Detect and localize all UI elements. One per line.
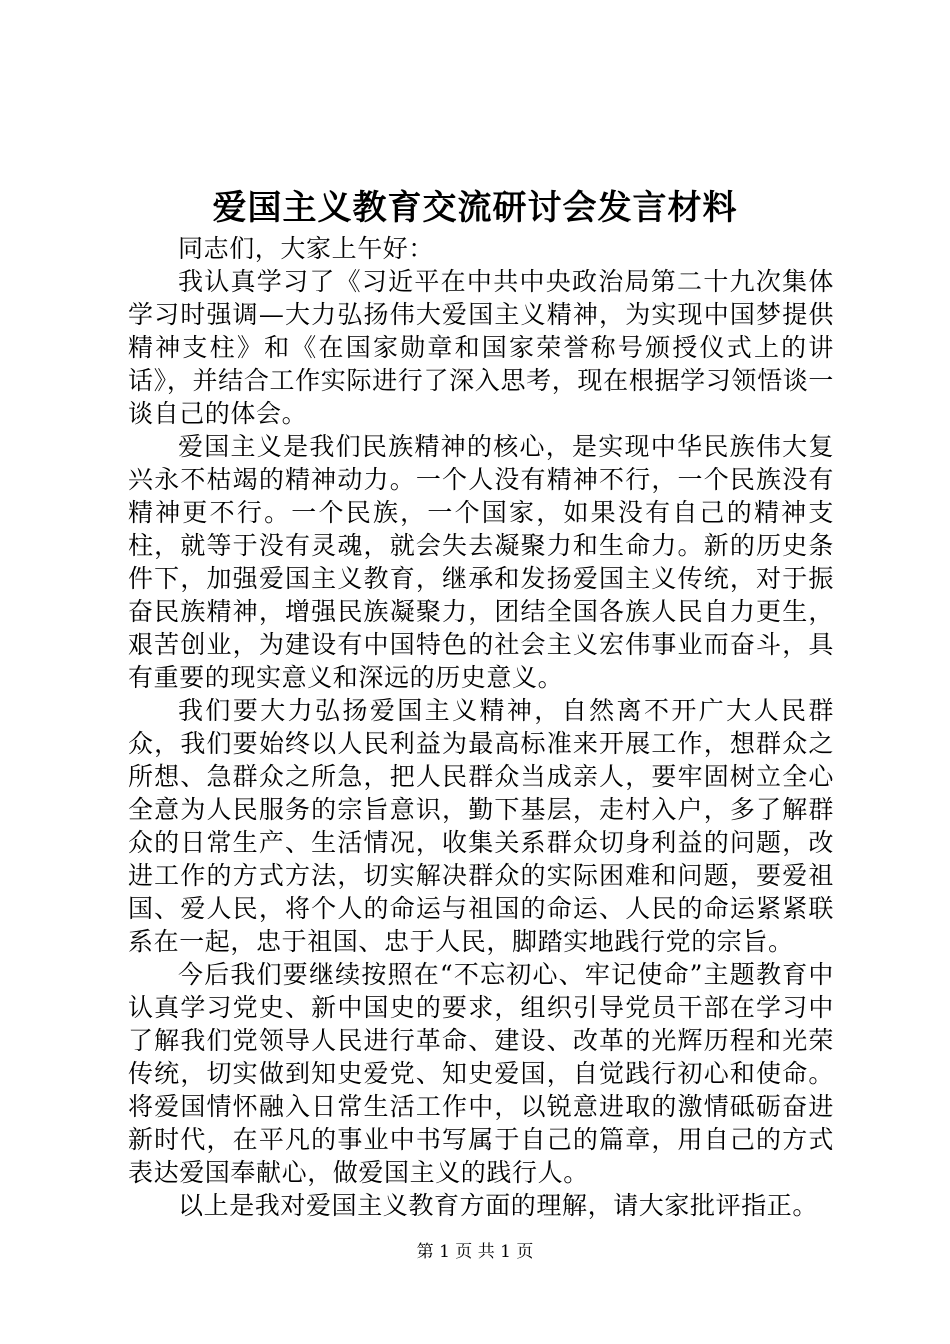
page-number-footer: 第 1 页 共 1 页: [416, 1242, 534, 1262]
greeting-paragraph: 同志们，大家上午好：: [178, 234, 435, 263]
body-paragraph: 爱国主义是我们民族精神的核心，是实现中华民族伟大复兴永不枯竭的精神动力。一个人没有精神不行，一个民族没有精神更不行。一个民族，一个国家，如果没有自己的精神支柱，就等于没有灵魂，就会失去凝聚力和生命力。新的历史条件下，加强爱国主义教育，继承和发扬爱国主义传统，对于振奋民族精神，增强民族凝聚力，团结全国各族人民自力更生，艰苦创业，为建设有中国特色的社会主义宏伟事业而奋斗，具有重要的现实意义和深远的历史意义。: [128, 432, 834, 692]
body-paragraph: 我认真学习了《习近平在中共中央政治局第二十九次集体学习时强调—大力弘扬伟大爱国主义精神，为实现中国梦提供精神支柱》和《在国家勋章和国家荣誉称号颁授仪式上的讲话》，并结合工作实际进行了深入思考，现在根据学习领悟谈一谈自己的体会。: [128, 267, 834, 428]
closing-paragraph: 以上是我对爱国主义教育方面的理解，请大家批评指正。: [178, 1191, 819, 1220]
body-paragraph: 今后我们要继续按照在“不忘初心、牢记使命”主题教育中认真学习党史、新中国史的要求，组织引导党员干部在学习中了解我们党领导人民进行革命、建设、改革的光辉历程和光荣传统，切实做到知史爱党、知史爱国，自觉践行初心和使命。将爱国情怀融入日常生活工作中，以锐意进取的激情砥砺奋进新时代，在平凡的事业中书写属于自己的篇章，用自己的方式表达爱国奉献心，做爱国主义的践行人。: [128, 960, 834, 1187]
document-body: [128, 232, 834, 1222]
document-title: 爱国主义教育交流研讨会发言材料: [212, 188, 738, 228]
body-paragraph: 我们要大力弘扬爱国主义精神，自然离不开广大人民群众，我们要始终以人民利益为最高标准来开展工作，想群众之所想、急群众之所急，把人民群众当成亲人，要牢固树立全心全意为人民服务的宗旨意识，勤下基层，走村入户，多了解群众的日常生产、生活情况，收集关系群众切身利益的问题，改进工作的方式方法，切实解决群众的实际困难和问题，要爱祖国、爱人民，将个人的命运与祖国的命运、人民的命运紧紧联系在一起，忠于祖国、忠于人民，脚踏实地践行党的宗旨。: [128, 696, 834, 956]
